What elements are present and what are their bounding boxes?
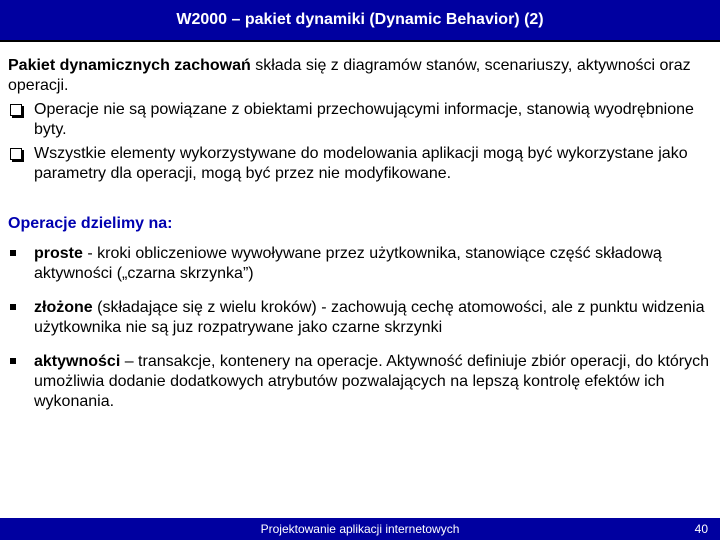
operation-type-item [8, 298, 714, 338]
checklist-item [8, 144, 714, 184]
slide-content [8, 56, 714, 426]
operation-desc: – transakcje, kontenery na operacje. Aktywność definiuje zbiór operacji, do których umożliwia dodanie dodatkowych atrybutów pozwalających na lepszą kontrolę efektów ich wykonania. [34, 353, 710, 410]
intro-paragraph [8, 56, 714, 96]
operation-term: złożone [34, 299, 93, 316]
operation-term: aktywności [34, 353, 121, 370]
operation-type-item [8, 244, 714, 284]
checkbox-bullet-icon [10, 148, 22, 160]
operation-type-item [8, 352, 714, 412]
title-divider [0, 40, 720, 42]
checkbox-bullet-icon [10, 104, 22, 116]
slide-footer [0, 518, 720, 540]
slide-title-bar [0, 0, 720, 40]
square-bullet-icon [10, 250, 16, 256]
operation-term: proste [34, 245, 83, 262]
intro-bold: Pakiet dynamicznych zachowań [8, 57, 251, 74]
square-bullet-icon [10, 304, 16, 310]
square-bullet-icon [10, 358, 16, 364]
checklist-item [8, 100, 714, 140]
intro-text: składa się z diagramów stanów, scenariuszy, aktywności oraz operacji. [8, 57, 691, 94]
section-heading: Operacje dzielimy na: [8, 215, 173, 232]
footer-course-title: Projektowanie aplikacji internetowych [260, 522, 460, 536]
slide-title: W2000 – pakiet dynamiki (Dynamic Behavior) (2) [176, 11, 544, 28]
checklist-text: Operacje nie są powiązane z obiektami przechowującymi informacje, stanowią wyodrębnione byty. [34, 101, 694, 138]
operation-desc: - kroki obliczeniowe wywoływane przez użytkownika, stanowiące część składową aktywności („czarna skrzynka”) [34, 245, 662, 282]
page-number: 40 [694, 522, 708, 536]
operation-desc: (składające się z wielu kroków) - zachowują cechę atomowości, ale z punktu widzenia użytkownika nie są juz rozpatrywane jako czarne skrzynki [34, 299, 705, 336]
checklist-text: Wszystkie elementy wykorzystywane do modelowania aplikacji mogą być wykorzystane jako parametry dla operacji, mogą być przez nie modyfikowane. [34, 145, 688, 182]
